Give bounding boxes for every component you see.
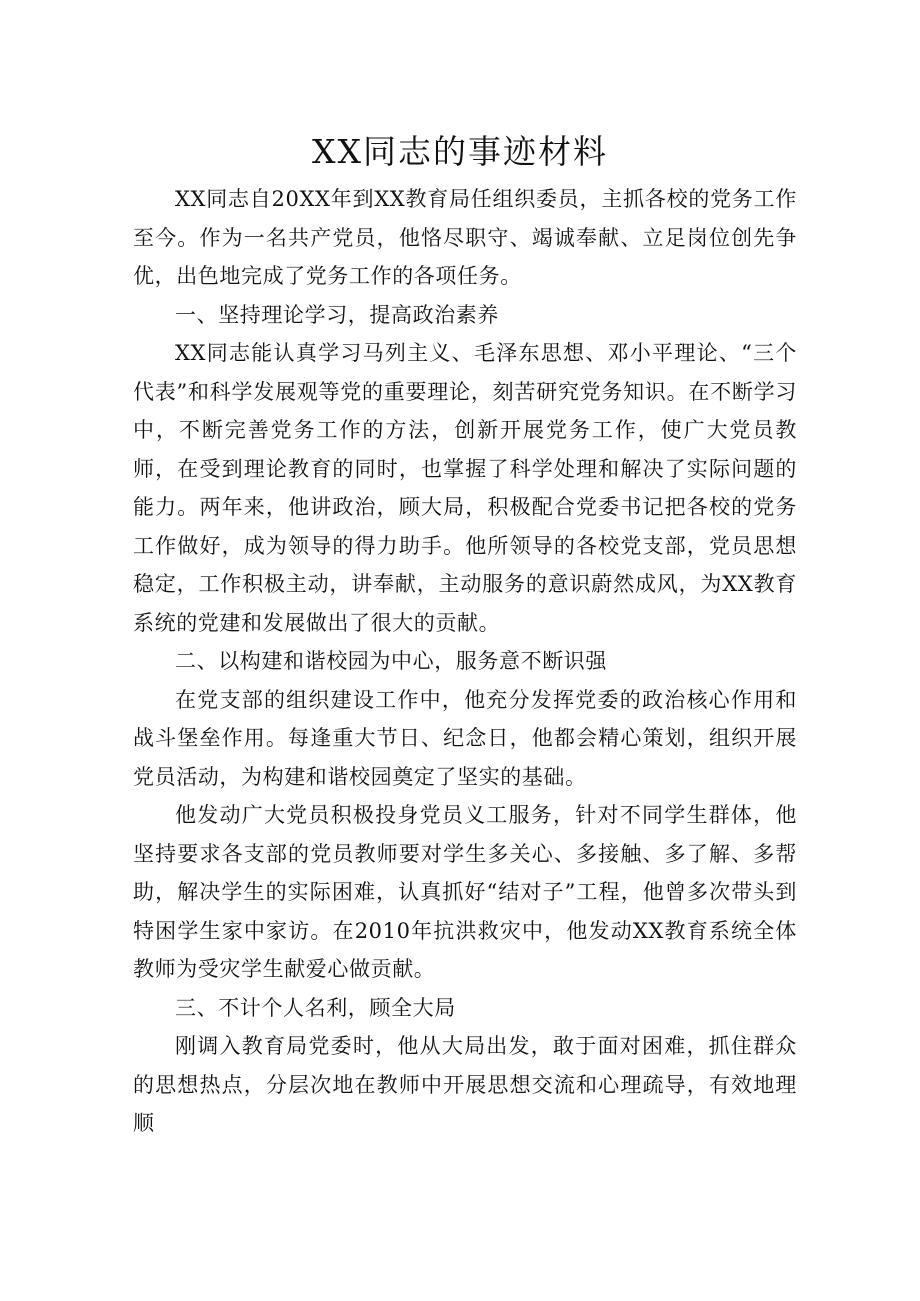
intro-paragraph: XX同志自20XX年到XX教育局任组织委员，主抓各校的党务工作至今。作为一名共产党员，他恪尽职守、竭诚奉献、立足岗位创先争优，出色地完成了党务工作的各项任务。: [133, 187, 797, 288]
section-heading-1: 一、坚持理论学习，提高政治素养: [175, 302, 499, 327]
section-3-paragraph: 刚调入教育局党委时，他从大局出发，敢于面对困难，抓住群众的思想热点，分层次地在教师中开展思想交流和心理疏导，有效地理顺: [133, 1034, 797, 1135]
section-heading-2: 二、以构建和谐校园为中心，服务意不断识强: [175, 649, 607, 673]
document-body: [133, 180, 797, 1143]
section-2-paragraph-1: 在党支部的组织建设工作中，他充分发挥党委的政治核心作用和战斗堡垒作用。每逢重大节日、纪念日，他都会精心策划，组织开展党员活动，为构建和谐校园奠定了坚实的基础。: [133, 687, 797, 789]
section-heading-3: 三、不计个人名利，顾全大局: [175, 995, 456, 1020]
document-title: XX同志的事迹材料: [312, 132, 608, 171]
section-1-paragraph: XX同志能认真学习马列主义、毛泽东思想、邓小平理论、“三个代表”和科学发展观等党的重要理论，刻苦研究党务知识。在不断学习中，不断完善党务工作的方法，创新开展党务工作，使广大党员教师，在受到理论教育的同时，也掌握了科学处理和解决了实际问题的能力。两年来，他讲政治，顾大局，积极配合党委书记把各校的党务工作做好，成为领导的得力助手。他所领导的各校党支部，党员思想稳定，工作积极主动，讲奉献，主动服务的意识蔚然成风，为XX教育系统的党建和发展做出了很大的贡献。: [133, 341, 797, 635]
section-2-paragraph-2: 他发动广大党员积极投身党员义工服务，针对不同学生群体，他坚持要求各支部的党员教师要对学生多关心、多接触、多了解、多帮助，解决学生的实际困难，认真抓好“结对子”工程，他曾多次带头到特困学生家中家访。在2010年抗洪救灾中，他发动XX教育系统全体教师为受灾学生献爱心做贡献。: [133, 803, 797, 981]
